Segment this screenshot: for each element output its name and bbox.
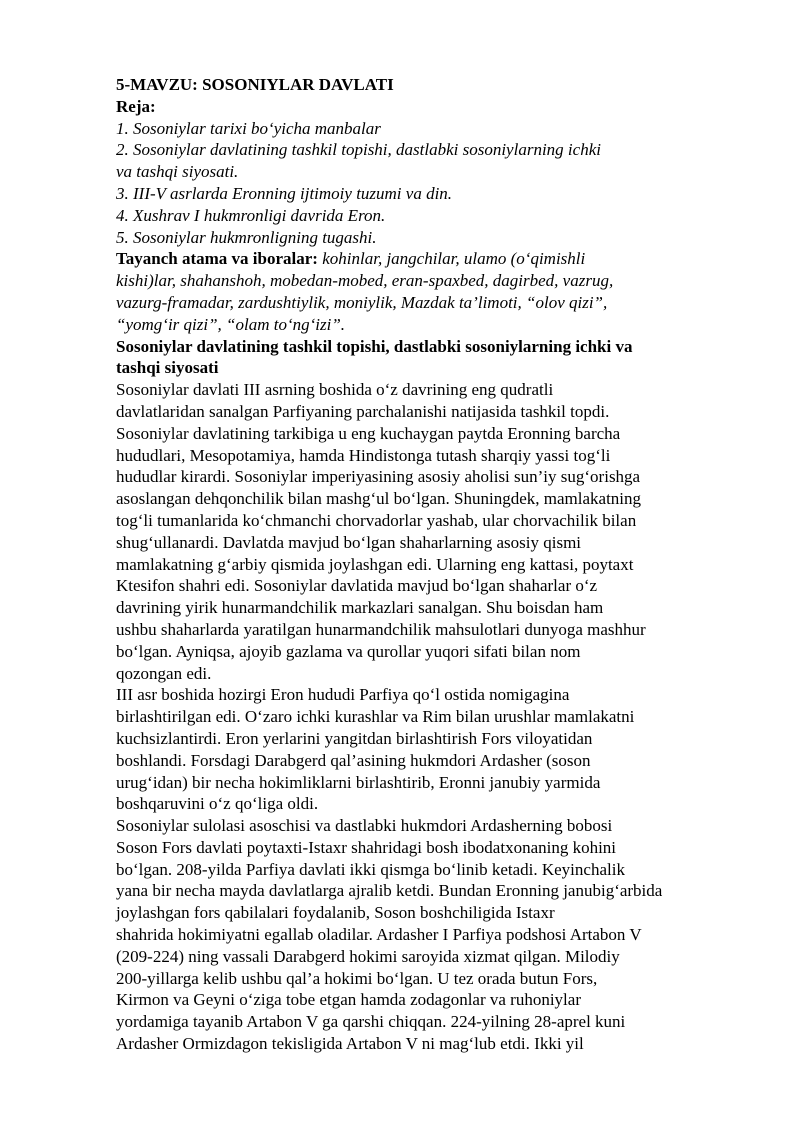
- body-text: [116, 379, 736, 1055]
- section-heading: [116, 336, 736, 380]
- plan-item: 2. Sosoniylar davlatining tashkil topishi, dastlabki sosoniylarning ichki: [116, 140, 601, 160]
- body-line: Soson Fors davlati poytaxti-Istaxr shahridagi bosh ibodatxonaning kohini: [116, 837, 617, 857]
- section-heading-line: tashqi siyosati: [116, 358, 219, 378]
- section-heading-line: Sosoniylar davlatining tashkil topishi, dastlabki sosoniylarning ichki va: [116, 336, 633, 356]
- body-line: bo‘lgan. 208-yilda Parfiya davlati ikki qismga bo‘linib ketadi. Keyinchalik: [116, 859, 625, 879]
- body-line: ushbu shaharlarda yaratilgan hunarmandchilik mahsulotlari dunyoga mashhur: [116, 619, 646, 639]
- body-line: tog‘li tumanlarida ko‘chmanchi chorvadorlar yashab, ular chorvachilik bilan: [116, 510, 637, 530]
- body-line: urug‘idan) bir necha hokimliklarni birlashtirib, Eronni janubiy yarmida: [116, 772, 601, 792]
- key-terms-line: kishi)lar, shahanshoh, mobedan-mobed, eran-spaxbed, dagirbed, vazrug,: [116, 271, 614, 291]
- plan-item: 5. Sosoniylar hukmronligning tugashi.: [116, 227, 377, 247]
- body-line: joylashgan fors qabilalari foydalanib, Soson boshchiligida Istaxr: [116, 903, 555, 923]
- body-line: shahrida hokimiyatni egallab oladilar. Ardasher I Parfiya podshosi Artabon V: [116, 925, 642, 945]
- body-line: birlashtirilgan edi. O‘zaro ichki kurashlar va Rim bilan urushlar mamlakatni: [116, 707, 635, 727]
- plan-heading: Reja:: [116, 96, 156, 116]
- key-terms-line: vazurg-framadar, zardushtiylik, moniylik, Mazdak ta’limoti, “olov qizi”,: [116, 292, 608, 312]
- key-terms: [116, 248, 736, 335]
- body-line: boshqaruvini o‘z qo‘liga oldi.: [116, 794, 319, 814]
- plan-item: va tashqi siyosati.: [116, 162, 239, 182]
- key-terms-text: kohinlar, jangchilar, ulamo (o‘qimishli: [317, 249, 586, 269]
- body-line: Kirmon va Geyni o‘ziga tobe etgan hamda zodagonlar va ruhoniylar: [116, 990, 581, 1010]
- body-line: davrining yirik hunarmandchilik markazlari sanalgan. Shu boisdan ham: [116, 598, 604, 618]
- body-line: kuchsizlantirdi. Eron yerlarini yangitdan birlashtirish Fors viloyatidan: [116, 728, 593, 748]
- plan-list: [116, 118, 736, 249]
- body-line: davlatlaridan sanalgan Parfiyaning parchalanishi natijasida tashkil topdi.: [116, 401, 610, 421]
- body-line: shug‘ullanardi. Davlatda mavjud bo‘lgan shaharlarning asosiy qismi: [116, 532, 582, 552]
- body-line: hududlari, Mesopotamiya, hamda Hindistonga tutash sharqiy yassi tog‘li: [116, 445, 611, 465]
- document-page: [116, 74, 736, 1055]
- body-line: boshlandi. Forsdagi Darabgerd qal’asining hukmdori Ardasher (soson: [116, 750, 591, 770]
- body-line: Sosoniylar davlatining tarkibiga u eng kuchaygan paytda Eronning barcha: [116, 423, 621, 443]
- body-line: Ardasher Ormizdagon tekisligida Artabon V ni mag‘lub etdi. Ikki yil: [116, 1034, 584, 1054]
- body-line: yordamiga tayanib Artabon V ga qarshi chiqqan. 224-yilning 28-aprel kuni: [116, 1012, 626, 1032]
- body-line: yana bir necha mayda davlatlarga ajralib ketdi. Bundan Eronning janubig‘arbida: [116, 881, 663, 901]
- key-terms-line: “yomg‘ir qizi”, “olam to‘ng‘izi”.: [116, 314, 346, 334]
- plan-item: 1. Sosoniylar tarixi bo‘yicha manbalar: [116, 118, 381, 138]
- body-line: Sosoniylar davlati III asrning boshida o‘z davrining eng qudratli: [116, 380, 554, 400]
- body-line: asoslangan dehqonchilik bilan mashg‘ul bo‘lgan. Shuningdek, mamlakatning: [116, 489, 642, 509]
- body-line: mamlakatning g‘arbiy qismida joylashgan edi. Ularning eng kattasi, poytaxt: [116, 554, 634, 574]
- body-line: Sosoniylar sulolasi asoschisi va dastlabki hukmdori Ardasherning bobosi: [116, 816, 613, 836]
- body-line: III asr boshida hozirgi Eron hududi Parfiya qo‘l ostida nomigagina: [116, 685, 570, 705]
- body-line: 200-yillarga kelib ushbu qal’a hokimi bo‘lgan. U tez orada butun Fors,: [116, 968, 598, 988]
- key-terms-label: Tayanch atama va iboralar:: [116, 249, 318, 269]
- body-line: Ktesifon shahri edi. Sosoniylar davlatida mavjud bo‘lgan shaharlar o‘z: [116, 576, 598, 596]
- plan-item: 4. Xushrav I hukmronligi davrida Eron.: [116, 205, 386, 225]
- body-line: qozongan edi.: [116, 663, 212, 683]
- body-line: hududlar kirardi. Sosoniylar imperiyasining asosiy aholisi sun’iy sug‘orishga: [116, 467, 641, 487]
- body-line: bo‘lgan. Ayniqsa, ajoyib gazlama va qurollar yuqori sifati bilan nom: [116, 641, 581, 661]
- plan-item: 3. III-V asrlarda Eronning ijtimoiy tuzumi va din.: [116, 183, 453, 203]
- page-title: 5-MAVZU: SOSONIYLAR DAVLATI: [116, 75, 394, 94]
- body-line: (209-224) ning vassali Darabgerd hokimi saroyida xizmat qilgan. Milodiy: [116, 946, 620, 966]
